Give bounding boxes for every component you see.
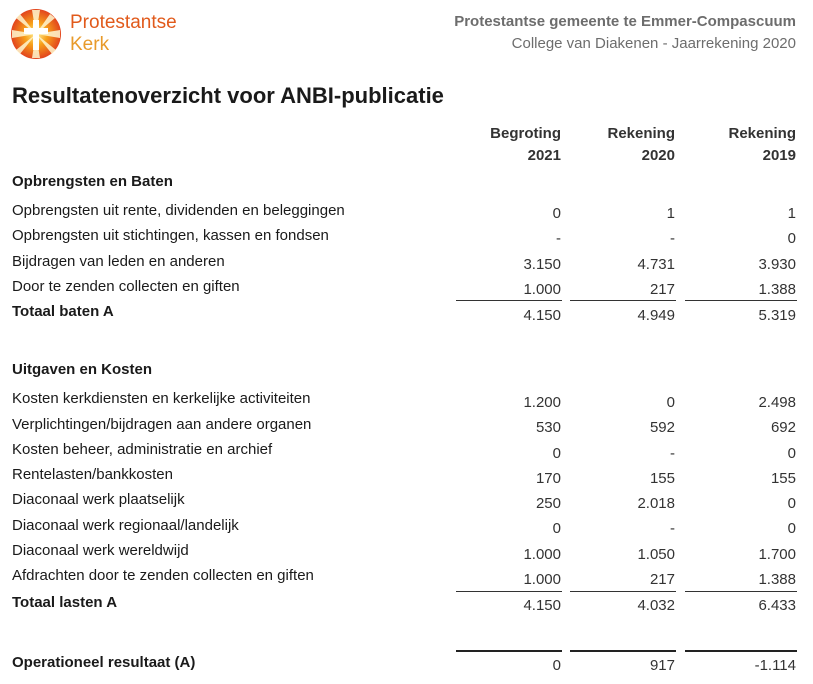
row-value: 217 <box>649 281 675 298</box>
total-label: Totaal baten A <box>12 303 114 320</box>
row-value: 2.498 <box>758 394 796 411</box>
row-value: 4.731 <box>637 256 675 273</box>
row-value: 2.018 <box>637 495 675 512</box>
total-value: 4.150 <box>523 307 561 324</box>
section-heading-baten: Opbrengsten en Baten <box>12 173 173 190</box>
result-value: -1.114 <box>754 657 796 674</box>
row-value: 250 <box>535 495 561 512</box>
row-value: 170 <box>535 470 561 487</box>
row-value: 155 <box>649 470 675 487</box>
row-label: Rentelasten/bankkosten <box>12 466 173 483</box>
subtotal-rule <box>570 300 676 301</box>
result-rule <box>685 650 797 652</box>
page-title: Resultatenoverzicht voor ANBI-publicatie <box>12 83 444 108</box>
row-value: - <box>670 445 675 462</box>
row-value: 1.000 <box>523 281 561 298</box>
brand-line1: Protestantse <box>70 12 177 33</box>
row-value: 0 <box>787 495 796 512</box>
result-rule <box>570 650 676 652</box>
brand-line2: Kerk <box>70 34 110 55</box>
total-value: 4.949 <box>637 307 675 324</box>
row-label: Diaconaal werk plaatselijk <box>12 491 185 508</box>
column-header-rekening-2019: Rekening 2019 <box>728 125 796 164</box>
row-value: 1.000 <box>523 546 561 563</box>
result-rule <box>456 650 562 652</box>
total-value: 5.319 <box>758 307 796 324</box>
row-value: - <box>670 230 675 247</box>
brand-name <box>70 12 177 56</box>
row-value: 3.150 <box>523 256 561 273</box>
document-header <box>454 11 796 55</box>
row-value: 1.388 <box>758 281 796 298</box>
section-heading-lasten: Uitgaven en Kosten <box>12 361 153 378</box>
row-value: 0 <box>552 520 561 537</box>
row-value: 0 <box>552 445 561 462</box>
column-header-begroting-2021: Begroting 2021 <box>490 125 561 164</box>
row-value: 1.700 <box>758 546 796 563</box>
column-header-rekening-2020: Rekening 2020 <box>607 125 675 164</box>
total-value: 4.150 <box>523 597 561 614</box>
row-value: 155 <box>770 470 796 487</box>
result-value: 0 <box>552 657 561 674</box>
row-value: 692 <box>770 419 796 436</box>
row-value: 592 <box>649 419 675 436</box>
row-value: 1 <box>666 205 675 222</box>
row-value: - <box>670 520 675 537</box>
row-label: Kosten beheer, administratie en archief <box>12 441 273 458</box>
row-label: Door te zenden collecten en giften <box>12 278 240 295</box>
row-label: Bijdragen van leden en anderen <box>12 253 225 270</box>
total-value: 6.433 <box>758 597 796 614</box>
row-label: Opbrengsten uit stichtingen, kassen en fondsen <box>12 227 329 244</box>
protestantse-kerk-logo <box>10 8 62 60</box>
row-label: Diaconaal werk wereldwijd <box>12 542 189 559</box>
row-label: Kosten kerkdiensten en kerkelijke activiteiten <box>12 390 311 407</box>
row-value: 1 <box>787 205 796 222</box>
row-value: 1.388 <box>758 571 796 588</box>
row-value: 1.200 <box>523 394 561 411</box>
row-value: 1.050 <box>637 546 675 563</box>
document-subtitle: College van Diakenen - Jaarrekening 2020 <box>511 35 796 52</box>
result-label: Operationeel resultaat (A) <box>12 654 196 671</box>
subtotal-rule <box>685 300 797 301</box>
organization-name: Protestantse gemeente te Emmer-Compascuum <box>454 13 796 30</box>
row-value: 3.930 <box>758 256 796 273</box>
row-value: 0 <box>787 445 796 462</box>
row-value: 217 <box>649 571 675 588</box>
row-value: 0 <box>666 394 675 411</box>
subtotal-rule <box>456 591 562 592</box>
total-value: 4.032 <box>637 597 675 614</box>
subtotal-rule <box>570 591 676 592</box>
result-value: 917 <box>649 657 675 674</box>
row-label: Opbrengsten uit rente, dividenden en beleggingen <box>12 202 345 219</box>
subtotal-rule <box>685 591 797 592</box>
row-value: 0 <box>787 230 796 247</box>
total-label: Totaal lasten A <box>12 594 118 611</box>
row-label: Diaconaal werk regionaal/landelijk <box>12 517 239 534</box>
subtotal-rule <box>456 300 562 301</box>
row-value: 530 <box>535 419 561 436</box>
row-value: 1.000 <box>523 571 561 588</box>
row-value: - <box>556 230 561 247</box>
row-value: 0 <box>787 520 796 537</box>
row-value: 0 <box>552 205 561 222</box>
row-label: Afdrachten door te zenden collecten en giften <box>12 567 314 584</box>
row-label: Verplichtingen/bijdragen aan andere organen <box>12 416 312 433</box>
